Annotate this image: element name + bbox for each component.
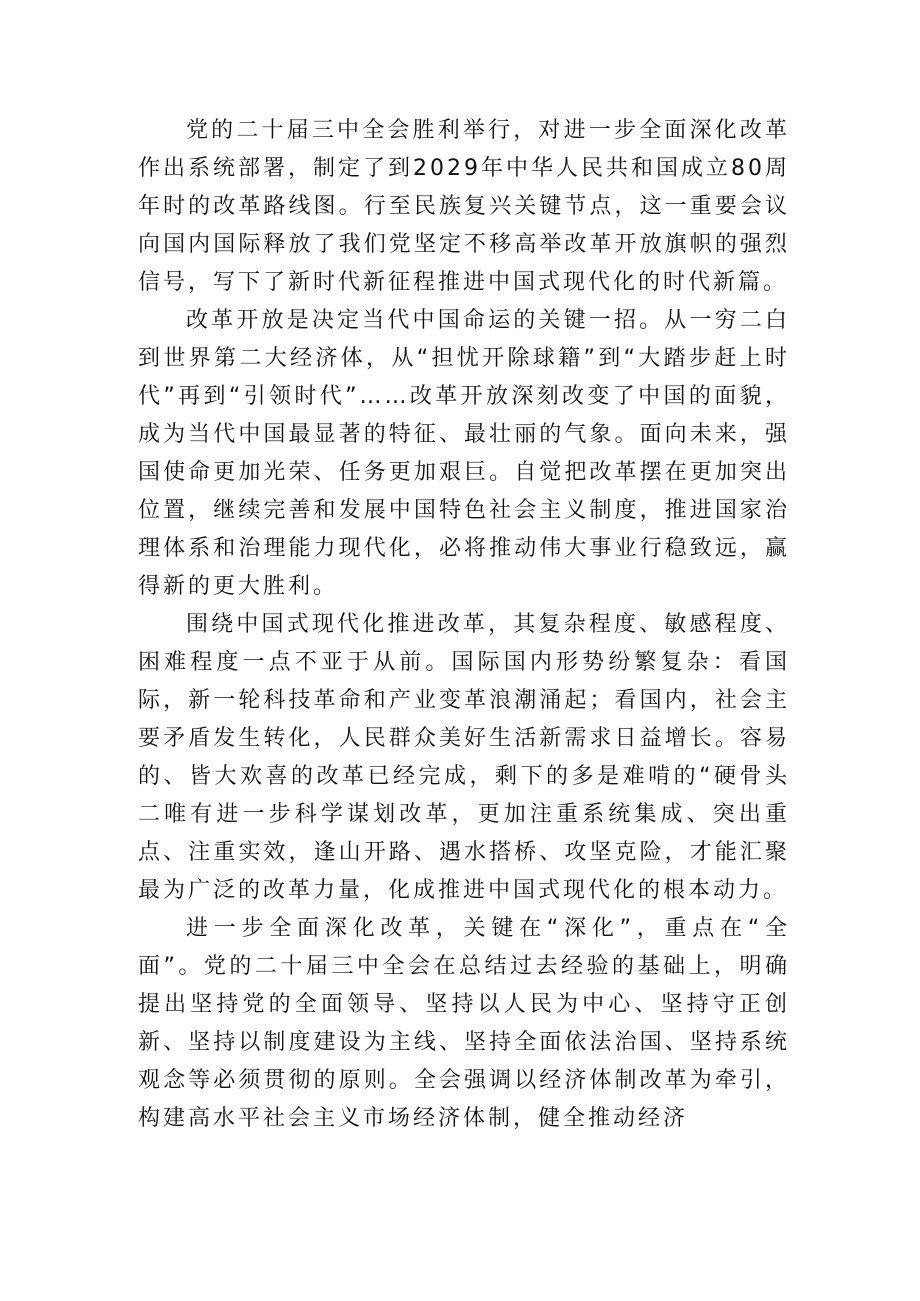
paragraph-3: 围绕中国式现代化推进改革，其复杂程度、敏感程度、困难程度一点不亚于从前。国际国内形势纷繁复杂：看国际，新一轮科技革命和产业变革浪潮涌起；看国内，社会主要矛盾发生转化，人民群众美好生活新需求日益增长。容易的、皆大欢喜的改革已经完成，剩下的多是难啃的“硬骨头二唯有进一步科学谋划改革，更加注重系统集成、突出重点、注重实效，逢山开路、遇水搭桥、攻坚克险，才能汇聚最为广泛的改革力量，化成推进中国式现代化的根本动力。: [138, 612, 790, 903]
document-body: [138, 112, 790, 1138]
paragraph-1: 党的二十届三中全会胜利举行，对进一步全面深化改革作出系统部署，制定了到2029年中华人民共和国成立80周年时的改革路线图。行至民族复兴关键节点，这一重要会议向国内国际释放了我们党坚定不移高举改革开放旗帜的强烈信号，写下了新时代新征程推进中国式现代化的时代新篇。: [138, 118, 790, 295]
paragraph-2: 改革开放是决定当代中国命运的关键一招。从一穷二白到世界第二大经济体，从“担忧开除球籍”到“大踏步赶上时代”再到“引领时代”……改革开放深刻改变了中国的面貌，成为当代中国最显著的特征、最壮丽的气象。面向未来，强国使命更加光荣、任务更加艰巨。自觉把改革摆在更加突出位置，继续完善和发展中国特色社会主义制度，推进国家治理体系和治理能力现代化，必将推动伟大事业行稳致远，赢得新的更大胜利。: [138, 308, 790, 599]
paragraph-4: 进一步全面深化改革，关键在“深化”，重点在“全面”。党的二十届三中全会在总结过去经验的基础上，明确提出坚持党的全面领导、坚持以人民为中心、坚持守正创新、坚持以制度建设为主线、坚持全面依法治国、坚持系统观念等必须贯彻的原则。全会强调以经济体制改革为牵引，构建高水平社会主义市场经济体制，健全推动经济: [138, 916, 790, 1131]
